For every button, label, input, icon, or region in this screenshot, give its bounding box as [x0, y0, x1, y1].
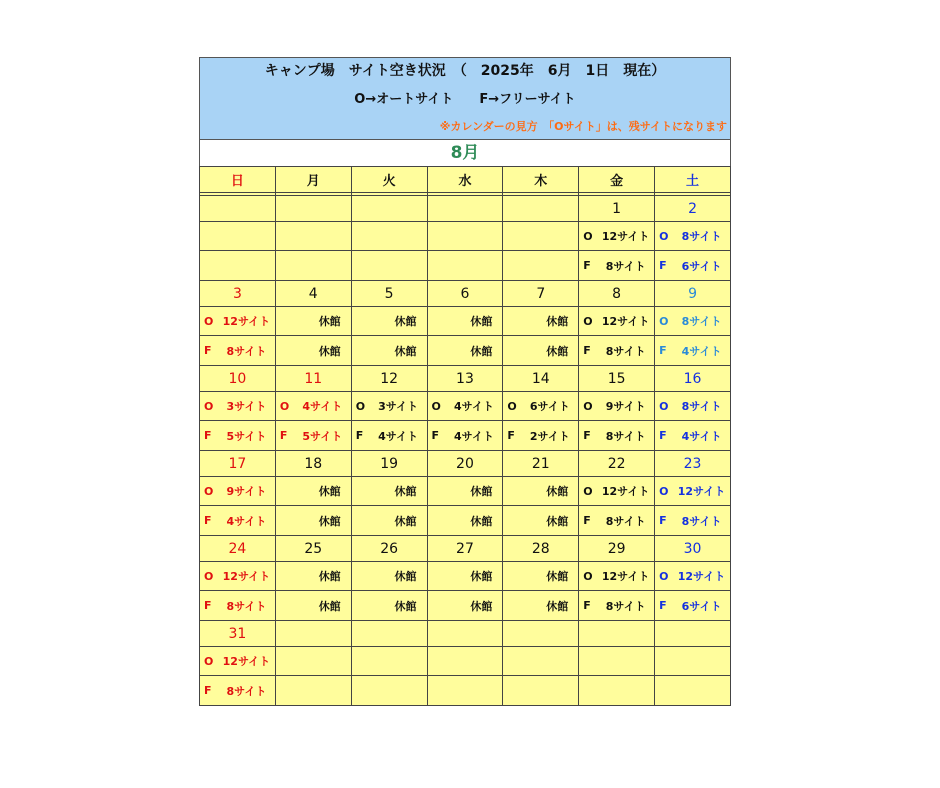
date-cell: 18 [275, 451, 351, 477]
availability-cell [351, 506, 427, 536]
site-count: 4サイト [378, 429, 419, 443]
free-site-slot [428, 421, 503, 450]
free-site-slot [655, 336, 730, 365]
availability-cell [275, 421, 351, 451]
auto-site-slot [200, 477, 275, 505]
date-cell: 22 [579, 451, 655, 477]
date-cell: 23 [655, 451, 731, 477]
availability-cell [579, 506, 655, 536]
availability-cell [503, 307, 579, 336]
closed-label: 休館 [546, 599, 569, 613]
site-count: 12サイト [222, 570, 271, 583]
availability-cell [351, 477, 427, 506]
date-cell: 1 [579, 196, 655, 222]
closed-label: 休館 [318, 485, 341, 498]
date-cell [579, 621, 655, 647]
availability-cell [655, 591, 731, 621]
availability-cell [351, 647, 427, 676]
closed-label: 休館 [394, 570, 417, 583]
date-cell [275, 621, 351, 647]
date-cell: 5 [351, 281, 427, 307]
availability-cell [275, 506, 351, 536]
free-site-slot [579, 421, 654, 450]
availability-cell [200, 591, 276, 621]
auto-site-slot [655, 307, 730, 335]
date-cell: 28 [503, 536, 579, 562]
availability-cell [579, 591, 655, 621]
site-count: 8サイト [681, 400, 722, 413]
closed-label: 休館 [470, 344, 493, 358]
day-of-week-header: 水 [427, 167, 503, 193]
site-type-key: O [204, 569, 214, 583]
calendar-note: ※カレンダーの見方 「Oサイト」は、残サイトになります [439, 120, 727, 133]
week-o-row [200, 477, 731, 506]
site-count: 4サイト [454, 429, 494, 443]
date-cell: 27 [427, 536, 503, 562]
week-date-row [200, 196, 731, 222]
site-count: 12サイト [601, 570, 650, 583]
site-count: 6サイト [681, 259, 722, 273]
closed-label: 休館 [470, 599, 493, 613]
site-type-key: O [583, 314, 593, 328]
site-type-key: O [355, 399, 366, 413]
availability-cell [655, 421, 731, 451]
date-cell: 30 [655, 536, 731, 562]
site-type-key: O [583, 399, 593, 413]
auto-site-slot [655, 477, 730, 505]
site-type-key: F [659, 259, 667, 272]
availability-cell [503, 591, 579, 621]
site-count: 12サイト [677, 485, 726, 498]
closed-label: 休館 [546, 315, 569, 328]
closed-label: 休館 [470, 514, 493, 528]
day-of-week-header: 火 [351, 167, 427, 193]
site-type-key: F [659, 429, 667, 442]
site-count: 6サイト [681, 599, 722, 613]
availability-cell [503, 251, 579, 281]
free-site-slot [503, 421, 578, 450]
week-date-row [200, 451, 731, 477]
site-type-key: O [583, 569, 593, 583]
availability-cell [579, 421, 655, 451]
sheet-title: キャンプ場 サイト空き状況 （ 2025年 6月 1日 現在） [264, 63, 666, 79]
site-type-key: F [204, 514, 212, 527]
availability-cell [200, 421, 276, 451]
free-site-slot [200, 336, 275, 365]
date-cell: 4 [275, 281, 351, 307]
availability-cell [655, 477, 731, 506]
availability-cell [351, 562, 427, 591]
site-count: 9サイト [605, 400, 646, 413]
site-type-key: F [204, 344, 212, 357]
availability-cell [503, 562, 579, 591]
date-cell: 3 [200, 281, 276, 307]
availability-cell [351, 336, 427, 366]
site-count: 8サイト [226, 599, 267, 613]
week-o-row [200, 562, 731, 591]
site-type-legend: O→オートサイト F→フリーサイト [354, 92, 576, 107]
availability-cell [427, 421, 503, 451]
site-type-key: O [431, 399, 441, 413]
auto-site-slot [655, 562, 730, 590]
date-cell: 29 [579, 536, 655, 562]
closed-label: 休館 [318, 599, 341, 613]
date-cell: 2 [655, 196, 731, 222]
availability-cell [200, 562, 276, 591]
availability-cell [427, 647, 503, 676]
site-type-key: O [659, 229, 669, 243]
site-type-key: F [507, 429, 515, 442]
site-count: 2サイト [529, 429, 570, 443]
date-cell: 31 [200, 621, 276, 647]
date-cell: 15 [579, 366, 655, 392]
availability-cell [275, 336, 351, 366]
availability-cell [427, 251, 503, 281]
date-cell: 19 [351, 451, 427, 477]
week-o-row [200, 647, 731, 676]
site-type-key: F [204, 684, 212, 697]
availability-cell [200, 676, 276, 706]
site-count: 12サイト [222, 655, 271, 668]
free-site-slot [579, 591, 654, 620]
availability-cell [427, 222, 503, 251]
site-count: 4サイト [681, 344, 722, 358]
week-o-row [200, 222, 731, 251]
site-count: 3サイト [226, 400, 267, 413]
availability-cell [427, 392, 503, 421]
availability-cell [427, 562, 503, 591]
auto-site-slot [579, 307, 654, 335]
availability-cell [275, 676, 351, 706]
calendar-table [199, 166, 731, 706]
availability-cell [579, 392, 655, 421]
sheet-header [199, 57, 731, 139]
availability-cell [503, 477, 579, 506]
site-count: 4サイト [226, 514, 267, 528]
week-f-row [200, 336, 731, 366]
auto-site-slot [276, 392, 351, 420]
availability-cell [503, 647, 579, 676]
site-type-key: F [659, 514, 667, 527]
availability-cell [579, 307, 655, 336]
closed-label: 休館 [394, 514, 417, 528]
availability-cell [200, 336, 276, 366]
auto-site-slot [503, 392, 578, 420]
week-f-row [200, 506, 731, 536]
free-site-slot [655, 251, 730, 280]
day-of-week-header: 月 [275, 167, 351, 193]
site-type-key: O [204, 654, 214, 668]
site-count: 9サイト [226, 485, 267, 498]
auto-site-slot [655, 392, 730, 420]
availability-sheet [199, 57, 731, 706]
day-of-week-header: 日 [200, 167, 276, 193]
availability-cell [351, 676, 427, 706]
closed-label: 休館 [394, 344, 417, 358]
day-of-week-row [200, 167, 731, 193]
free-site-slot [655, 421, 730, 450]
availability-cell [655, 506, 731, 536]
availability-cell [655, 676, 731, 706]
site-type-key: F [659, 599, 667, 612]
date-cell: 6 [427, 281, 503, 307]
availability-cell [579, 676, 655, 706]
date-cell [503, 621, 579, 647]
availability-cell [351, 392, 427, 421]
week-f-row [200, 591, 731, 621]
availability-cell [427, 307, 503, 336]
site-count: 12サイト [601, 485, 650, 498]
site-count: 8サイト [605, 259, 646, 273]
date-cell [427, 621, 503, 647]
availability-cell [427, 676, 503, 706]
free-site-slot [352, 421, 427, 450]
closed-label: 休館 [318, 514, 341, 528]
auto-site-slot [200, 562, 275, 590]
auto-site-slot [352, 392, 427, 420]
date-cell: 21 [503, 451, 579, 477]
availability-cell [503, 222, 579, 251]
auto-site-slot [579, 222, 654, 250]
availability-cell [655, 562, 731, 591]
free-site-slot [579, 251, 654, 280]
free-site-slot [655, 591, 730, 620]
availability-cell [275, 562, 351, 591]
date-cell [503, 196, 579, 222]
site-type-key: O [204, 314, 214, 328]
date-cell [200, 196, 276, 222]
site-count: 8サイト [605, 599, 646, 613]
site-type-key: O [659, 484, 669, 498]
availability-cell [503, 392, 579, 421]
closed-label: 休館 [394, 315, 417, 328]
date-cell: 8 [579, 281, 655, 307]
availability-cell [427, 477, 503, 506]
availability-cell [200, 477, 276, 506]
auto-site-slot [200, 307, 275, 335]
site-count: 4サイト [302, 400, 343, 413]
date-cell [427, 196, 503, 222]
availability-cell [427, 336, 503, 366]
free-site-slot [579, 336, 654, 365]
site-type-key: F [659, 344, 667, 357]
availability-cell [200, 251, 276, 281]
availability-cell [200, 307, 276, 336]
closed-label: 休館 [546, 344, 569, 358]
date-cell [655, 621, 731, 647]
availability-cell [503, 421, 579, 451]
site-type-key: O [659, 399, 669, 413]
availability-cell [579, 336, 655, 366]
site-type-key: F [279, 429, 288, 442]
date-cell: 14 [503, 366, 579, 392]
availability-cell [351, 251, 427, 281]
site-type-key: O [279, 399, 290, 413]
auto-site-slot [579, 392, 654, 420]
site-count: 5サイト [302, 429, 343, 443]
availability-cell [275, 591, 351, 621]
site-type-key: O [204, 484, 214, 498]
auto-site-slot [200, 392, 275, 420]
auto-site-slot [579, 562, 654, 590]
date-cell [351, 196, 427, 222]
availability-cell [503, 676, 579, 706]
availability-cell [655, 392, 731, 421]
closed-label: 休館 [470, 570, 493, 583]
site-type-key: O [659, 569, 669, 583]
date-cell: 9 [655, 281, 731, 307]
availability-cell [275, 392, 351, 421]
site-count: 4サイト [454, 400, 494, 413]
free-site-slot [200, 421, 275, 450]
closed-label: 休館 [546, 485, 569, 498]
day-of-week-header: 金 [579, 167, 655, 193]
day-of-week-header: 土 [655, 167, 731, 193]
site-count: 8サイト [605, 344, 646, 358]
date-cell: 24 [200, 536, 276, 562]
date-cell [351, 621, 427, 647]
availability-cell [503, 336, 579, 366]
closed-label: 休館 [470, 485, 493, 498]
closed-label: 休館 [394, 599, 417, 613]
closed-label: 休館 [470, 315, 493, 328]
day-of-week-header: 木 [503, 167, 579, 193]
availability-cell [427, 591, 503, 621]
site-count: 12サイト [601, 315, 650, 328]
free-site-slot [655, 506, 730, 535]
auto-site-slot [428, 392, 503, 420]
availability-cell [655, 251, 731, 281]
site-count: 12サイト [222, 315, 271, 328]
availability-cell [351, 222, 427, 251]
availability-cell [200, 222, 276, 251]
site-count: 8サイト [226, 344, 267, 358]
site-type-key: O [204, 399, 214, 413]
auto-site-slot [579, 477, 654, 505]
week-o-row [200, 307, 731, 336]
closed-label: 休館 [318, 570, 341, 583]
auto-site-slot [200, 647, 275, 675]
site-count: 8サイト [605, 514, 646, 528]
availability-cell [351, 591, 427, 621]
site-type-key: F [431, 429, 440, 442]
free-site-slot [200, 591, 275, 620]
availability-cell [351, 307, 427, 336]
date-cell: 25 [275, 536, 351, 562]
site-type-key: F [583, 344, 591, 357]
site-count: 8サイト [681, 230, 722, 243]
site-count: 6サイト [529, 400, 570, 413]
site-count: 8サイト [605, 429, 646, 443]
availability-cell [579, 477, 655, 506]
availability-cell [655, 647, 731, 676]
availability-cell [579, 222, 655, 251]
date-cell: 11 [275, 366, 351, 392]
week-date-row [200, 281, 731, 307]
availability-cell [503, 506, 579, 536]
site-type-key: F [204, 599, 212, 612]
availability-cell [655, 307, 731, 336]
site-count: 5サイト [226, 429, 267, 443]
site-type-key: O [507, 399, 517, 413]
month-label: 8月 [199, 139, 731, 166]
auto-site-slot [655, 222, 730, 250]
date-cell [275, 196, 351, 222]
date-cell: 17 [200, 451, 276, 477]
closed-label: 休館 [318, 315, 341, 328]
site-type-key: O [659, 314, 669, 328]
site-type-key: O [583, 484, 593, 498]
availability-cell [275, 477, 351, 506]
availability-cell [275, 647, 351, 676]
closed-label: 休館 [318, 344, 341, 358]
availability-cell [200, 647, 276, 676]
site-count: 8サイト [226, 684, 267, 698]
free-site-slot [200, 676, 275, 705]
availability-cell [655, 336, 731, 366]
date-cell: 20 [427, 451, 503, 477]
site-type-key: F [583, 259, 591, 272]
site-count: 8サイト [681, 315, 722, 328]
week-date-row [200, 536, 731, 562]
free-site-slot [579, 506, 654, 535]
availability-cell [579, 562, 655, 591]
availability-cell [275, 222, 351, 251]
date-cell: 10 [200, 366, 276, 392]
free-site-slot [200, 506, 275, 535]
availability-cell [579, 647, 655, 676]
site-count: 4サイト [681, 429, 722, 443]
site-count: 3サイト [378, 400, 419, 413]
site-type-key: F [355, 429, 364, 442]
week-f-row [200, 421, 731, 451]
date-cell: 7 [503, 281, 579, 307]
availability-cell [275, 307, 351, 336]
site-count: 8サイト [681, 514, 722, 528]
date-cell: 26 [351, 536, 427, 562]
week-o-row [200, 392, 731, 421]
week-date-row [200, 366, 731, 392]
date-cell: 12 [351, 366, 427, 392]
site-type-key: F [583, 599, 591, 612]
date-cell: 13 [427, 366, 503, 392]
free-site-slot [276, 421, 351, 450]
closed-label: 休館 [546, 570, 569, 583]
availability-cell [200, 506, 276, 536]
week-f-row [200, 676, 731, 706]
week-f-row [200, 251, 731, 281]
availability-cell [655, 222, 731, 251]
week-date-row [200, 621, 731, 647]
closed-label: 休館 [546, 514, 569, 528]
site-type-key: F [204, 429, 212, 442]
availability-cell [427, 506, 503, 536]
availability-cell [200, 392, 276, 421]
site-count: 12サイト [601, 230, 650, 243]
availability-cell [275, 251, 351, 281]
closed-label: 休館 [394, 485, 417, 498]
availability-cell [579, 251, 655, 281]
site-type-key: O [583, 229, 593, 243]
site-count: 12サイト [677, 570, 726, 583]
date-cell: 16 [655, 366, 731, 392]
site-type-key: F [583, 514, 591, 527]
site-type-key: F [583, 429, 591, 442]
availability-cell [351, 421, 427, 451]
